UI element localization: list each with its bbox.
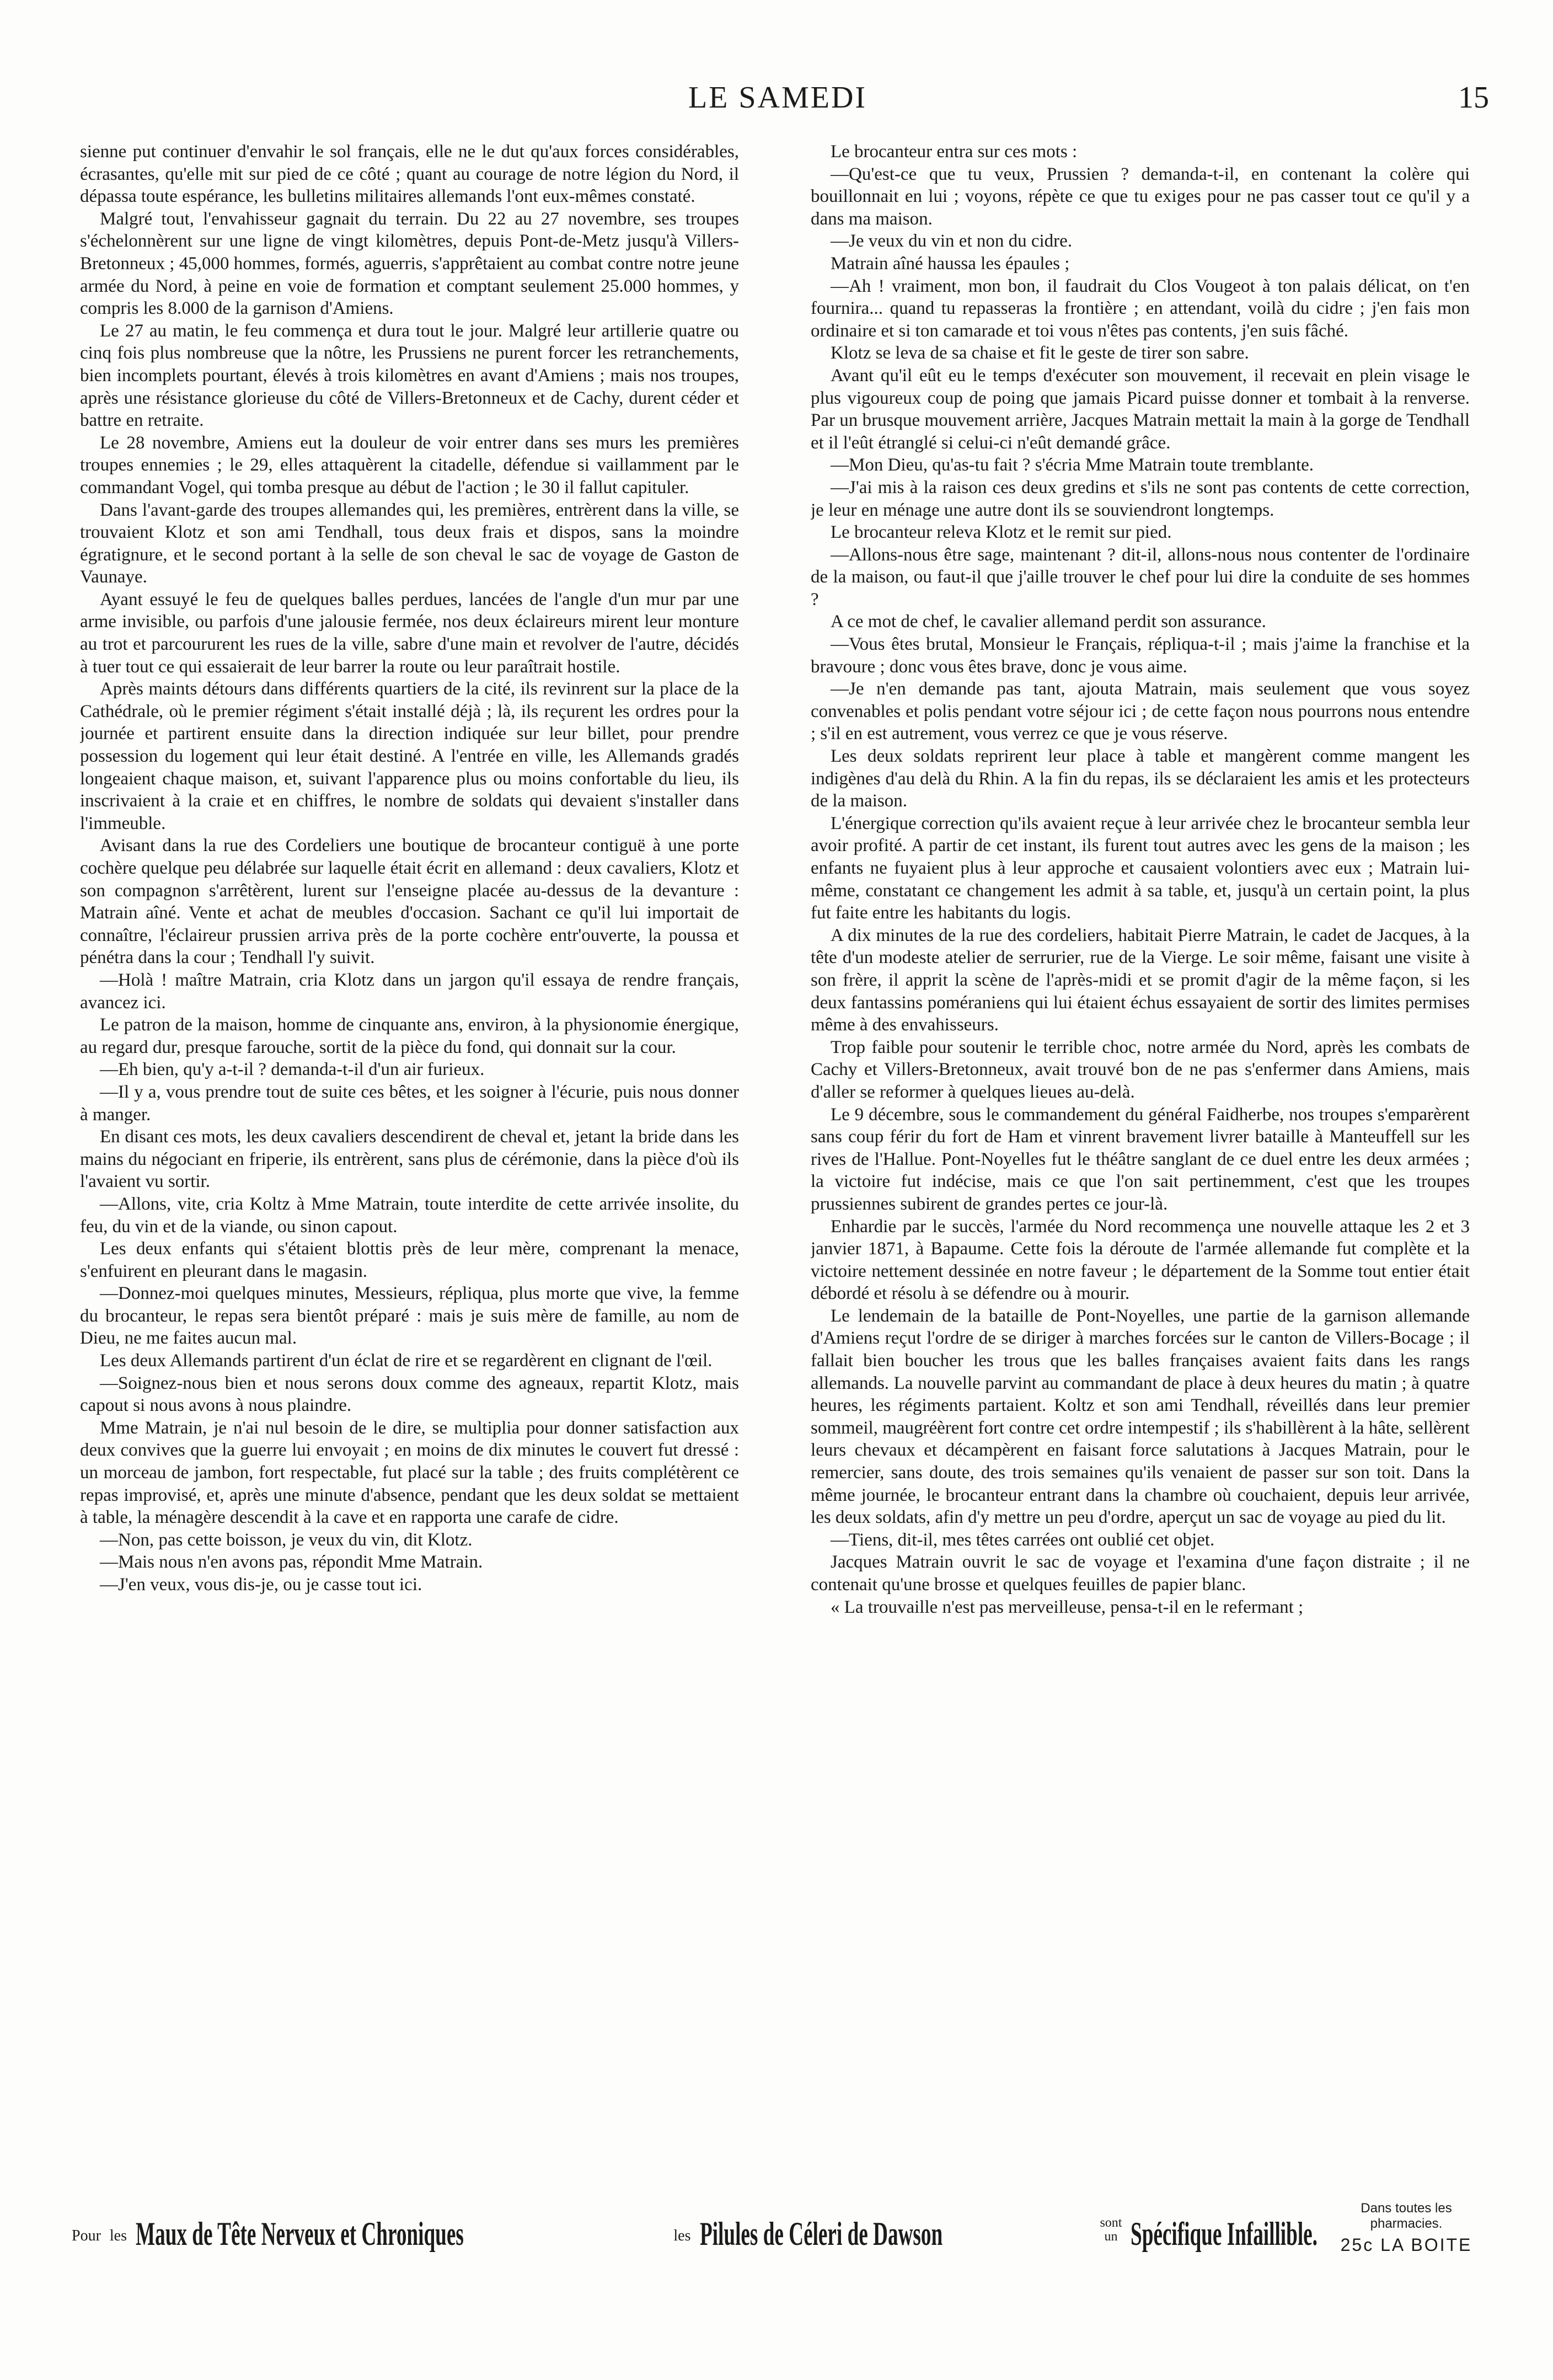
paragraph: « La trouvaille n'est pas merveilleuse, pensa-t-il en le refermant ;: [831, 1597, 1304, 1617]
paragraph: —Allons, vite, cria Koltz à Mme Matrain, toute interdite de cette arrivée insolite, du feu, du vin et de la viande, ou sinon capout.: [80, 1194, 739, 1237]
paragraph: Après maints détours dans différents quartiers de la cité, ils revinrent sur la place de la Cathédrale, où le premier régiment s'était installé déjà ; là, ils reçurent les ordres pour la journée et partirent ensuite dans la direction indiquée sur leur billet, pour prendre possession du logement qui leur était destiné. A l'entrée en ville, les Allemands gradés longeaient chaque maison, et, suivant l'apparence plus ou moins confortable du lieu, ils inscrivaient à la craie et en chiffres, le nombre de soldats qui devaient s'installer dans l'immeuble.: [80, 679, 739, 833]
paragraph: A dix minutes de la rue des cordeliers, habitait Pierre Matrain, le cadet de Jacques, à la tête d'un modeste atelier de serrurier, rue de la Vierge. Le soir même, faisant une visite à son frère, il apprit la scène de l'après-midi et se promit d'agir de la même façon, si les deux fantassins poméraniens qui lui étaient échus essayaient de sortir des limites permises même à des envahisseurs.: [811, 925, 1470, 1035]
running-title: LE SAMEDI: [688, 81, 867, 115]
ad-word-les-2: les: [673, 2227, 691, 2244]
ad-price-box: [1329, 2184, 1484, 2255]
left-column: [80, 141, 739, 2181]
advertisement-text: [72, 2184, 1329, 2250]
paragraph: Mme Matrain, je n'ai nul besoin de le dire, se multiplia pour donner satisfaction aux deux convives que la guerre lui envoyait ; en moins de dix minutes le couvert fut dressé : un morceau de jambon, fort respectable, fut placé sur la table ; des fruits complétèrent ce repas improvisé, et, après une minute d'absence, pendant que les deux soldat se mettaient à table, la ménagère descendit à la cave et en rapporta une carafe de cidre.: [80, 1418, 739, 1528]
paragraph: Le 27 au matin, le feu commença et dura tout le jour. Malgré leur artillerie quatre ou cinq fois plus nombreuse que la nôtre, les Prussiens ne purent forcer les retranchements, bien incomplets pourtant, élevés à trois kilomètres en avant d'Amiens ; mais nos troupes, après une résistance glorieuse du côté de Villers-Bretonneux et de Cachy, durent céder et battre en retraite.: [80, 320, 739, 431]
ad-pharmacies: Dans toutes les pharmacies.: [1361, 2201, 1452, 2231]
ad-word-sont-un: [1100, 2216, 1122, 2250]
paragraph: Les deux Allemands partirent d'un éclat de rire et se regardèrent en clignant de l'œil.: [100, 1351, 713, 1371]
ad-phrase-product: Pilules de Céleri de Dawson: [699, 2216, 942, 2252]
paragraph: A ce mot de chef, le cavalier allemand perdit son assurance.: [831, 612, 1266, 632]
paragraph: —Mais nous n'en avons pas, répondit Mme Matrain.: [100, 1552, 483, 1573]
paragraph: —Vous êtes brutal, Monsieur le Français, répliqua-t-il ; mais j'aime la franchise et la bravoure ; donc vous êtes brave, donc je vous aime.: [811, 634, 1470, 677]
paragraph: Enhardie par le succès, l'armée du Nord recommença une nouvelle attaque les 2 et 3 janvier 1871, à Bapaume. Cette fois la déroute de l'armée allemande fut complète et la victoire nettement dessinée en notre faveur ; le département de la Somme tout entier était débordé et résolu à se défendre ou à mourir.: [811, 1216, 1470, 1304]
paragraph: Le brocanteur releva Klotz et le remit sur pied.: [831, 522, 1172, 543]
paragraph: Avant qu'il eût eu le temps d'exécuter son mouvement, il recevait en plein visage le plus vigoureux coup de poing que jamais Picard puisse donner et tombait à la renverse. Par un brusque mouvement arrière, Jacques Matrain mettait la main à la gorge de Tendhall et il l'eût étranglé si celui-ci n'eût demandé grâce.: [811, 365, 1470, 453]
paragraph: Dans l'avant-garde des troupes allemandes qui, les premières, entrèrent dans la ville, se trouvaient Klotz et son ami Tendhall, tous deux frais et dispos, sans la moindre égratignure, et le second portant à la selle de son cheval le sac de voyage de Gaston de Vaunaye.: [80, 500, 739, 587]
paragraph: Ayant essuyé le feu de quelques balles perdues, lancées de l'angle d'un mur par une arme invisible, ou parfois d'une jalousie fermée, nos deux éclaireurs mirent leur monture au trot et parcoururent les rues de la ville, sabre d'une main et revolver de l'autre, décidés à tuer tout ce qui essaierait de leur barrer la route ou leur paraîtrait hostile.: [80, 589, 739, 677]
paragraph: —J'ai mis à la raison ces deux gredins et s'ils ne sont pas contents de cette correction, je leur en ménage une autre dont ils se souviendront longtemps.: [811, 477, 1470, 520]
paragraph: Matrain aîné haussa les épaules ;: [831, 253, 1070, 274]
paragraph: Malgré tout, l'envahisseur gagnait du terrain. Du 22 au 27 novembre, ses troupes s'échelonnèrent sur une ligne de vingt kilomètres, depuis Pont-de-Metz jusqu'à Villers-Bretonneux ; 45,000 hommes, formés, aguerris, s'apprêtaient au combat contre notre jeune armée du Nord, à peine en voie de formation et comptant seulement 25.000 hommes, y compris les 8.000 de la garnison d'Amiens.: [80, 208, 739, 319]
paragraph: —Je n'en demande pas tant, ajouta Matrain, mais seulement que vous soyez convenables et polis pendant votre séjour ici ; de cette façon nous pourrons nous entendre ; s'il en est autrement, vous verrez ce que je vous réserve.: [811, 679, 1470, 744]
paragraph: Klotz se leva de sa chaise et fit le geste de tirer son sabre.: [831, 343, 1249, 363]
paragraph: Le patron de la maison, homme de cinquante ans, environ, à la physionomie énergique, au regard dur, presque farouche, sortit de la pièce du fond, qui donnait sur la cour.: [80, 1015, 739, 1057]
paragraph: —Je veux du vin et non du cidre.: [831, 231, 1073, 252]
paragraph: —Qu'est-ce que tu veux, Prussien ? demanda-t-il, en contenant la colère qui bouillonnait en lui ; voyons, répète ce que tu exiges pour ne pas casser tout ce qu'il y a dans ma maison.: [811, 164, 1470, 229]
paragraph: sienne put continuer d'envahir le sol français, elle ne le dut qu'aux forces considérables, écrasantes, qu'elle mit sur pied de ce côté ; quant au courage de notre légion du Nord, il dépassa toute espérance, les bulletins militaires allemands l'ont eux-mêmes constaté.: [80, 142, 739, 207]
paragraph: —Il y a, vous prendre tout de suite ces bêtes, et les soigner à l'écurie, puis nous donner à manger.: [80, 1082, 739, 1125]
ad-word-un: un: [1104, 2229, 1118, 2244]
paragraph: —J'en veux, vous dis-je, ou je casse tout ici.: [100, 1575, 422, 1595]
paragraph: Les deux enfants qui s'étaient blottis près de leur mère, comprenant la menace, s'enfuirent en pleurant dans le magasin.: [80, 1239, 739, 1281]
ad-word-pour: Pour: [72, 2227, 101, 2244]
paragraph: —Holà ! maître Matrain, cria Klotz dans un jargon qu'il essaya de rendre français, avancez ici.: [80, 970, 739, 1013]
paragraph: —Ah ! vraiment, mon bon, il faudrait du Clos Vougeot à ton palais délicat, on t'en fournira... quand tu repasseras la frontière ; en attendant, voilà du cidre ; j'en fais mon ordinaire et si ton camarade et toi vous n'êtes pas contents, j'en suis fâché.: [811, 276, 1470, 341]
paragraph: —Eh bien, qu'y a-t-il ? demanda-t-il d'un air furieux.: [100, 1060, 485, 1080]
paragraph: L'énergique correction qu'ils avaient reçue à leur arrivée chez le brocanteur sembla leur avoir profité. A partir de cet instant, ils furent tout autres avec les gens de la maison ; les enfants ne fuyaient plus à leur approche et causaient volontiers avec eux ; Matrain lui-même, constatant ce changement les admit à sa table, et, jusqu'à un certain point, la plus fut faite entre les habitants du logis.: [811, 813, 1470, 923]
ad-price: 25c LA BOITE: [1340, 2235, 1472, 2255]
ad-word-sont: sont: [1100, 2215, 1122, 2230]
paragraph: En disant ces mots, les deux cavaliers descendirent de cheval et, jetant la bride dans les mains du négociant en friperie, ils entrèrent, sans plus de cérémonie, dans la pièce d'où ils l'avaient vu sortir.: [80, 1127, 739, 1192]
page-number: 15: [1458, 81, 1489, 115]
paragraph: Le 28 novembre, Amiens eut la douleur de voir entrer dans ses murs les premières troupes ennemies ; le 29, elles attaquèrent la citadelle, défendue si vaillamment par le commandant Vogel, qui tomba presque au début de l'action ; le 30 il fallut capituler.: [80, 432, 739, 498]
paragraph: —Non, pas cette boisson, je veux du vin, dit Klotz.: [100, 1529, 473, 1550]
paragraph: —Donnez-moi quelques minutes, Messieurs, répliqua, plus morte que vive, la femme du brocanteur, le repas sera bientôt préparé : mais je suis mère de famille, au nom de Dieu, ne me faites aucun mal.: [80, 1283, 739, 1349]
paragraph: Avisant dans la rue des Cordeliers une boutique de brocanteur contiguë à une porte cochère quelque peu délabrée sur laquelle était écrit en allemand : deux cavaliers, Klotz et son compagnon s'arrêtèrent, lurent sur l'enseigne placée au-dessus de la devanture : Matrain aîné. Vente et achat de meubles d'occasion. Sachant ce qu'il lui importait de connaître, l'éclaireur prussien arriva près de la porte cochère entr'ouverte, la poussa et pénétra dans la cour ; Tendhall l'y suivit.: [80, 836, 739, 968]
right-column: [811, 141, 1470, 2181]
paragraph: Trop faible pour soutenir le terrible choc, notre armée du Nord, après les combats de Cachy et Villers-Bretonneux, avait trouvé bon de ne pas s'enfermer dans Amiens, mais d'aller se reformer à quelques lieues au-delà.: [811, 1037, 1470, 1102]
advertisement: [72, 2184, 1484, 2255]
page-header: [66, 80, 1489, 130]
paragraph: —Tiens, dit-il, mes têtes carrées ont oublié cet objet.: [831, 1529, 1215, 1550]
paragraph: Le lendemain de la bataille de Pont-Noyelles, une partie de la garnison allemande d'Amiens reçut l'ordre de se diriger à marches forcées sur le canton de Villers-Bocage ; il fallait bien boucher les trous que les balles françaises avaient faits dans les rangs allemands. La nouvelle parvint au commandant de place à deux heures du matin ; à quatre heures, les régiments partaient. Koltz et son ami Tendhall, réveillés dans leur premier sommeil, maugréèrent fort contre cet ordre intempestif ; ils s'habillèrent à la hâte, sellèrent leurs chevaux et décampèrent en faisant force salutations à Jacques Matrain, pour le remercier, sans doute, des trois semaines qu'ils venaient de passer sur son toit. Dans la même journée, le brocanteur entrant dans la chambre où couchaient, depuis leur arrivée, les deux soldats, afin d'y mettre un peu d'ordre, aperçut un sac de voyage au pied du lit.: [811, 1306, 1470, 1528]
paragraph: Le 9 décembre, sous le commandement du général Faidherbe, nos troupes s'emparèrent sans coup férir du fort de Ham et vinrent bravement livrer bataille à Manteuffell sur les rives de l'Hallue. Pont-Noyelles fut le théâtre sanglant de ce duel entre les deux armées ; la victoire fut indécise, mais ce que l'on sait pertinemment, c'est que les troupes prussiennes subirent de grandes pertes ce jour-là.: [811, 1104, 1470, 1214]
paragraph: —Soignez-nous bien et nous serons doux comme des agneaux, repartit Klotz, mais capout si nous avons à nous plaindre.: [80, 1373, 739, 1416]
paragraph: Le brocanteur entra sur ces mots :: [831, 142, 1078, 162]
paragraph: Les deux soldats reprirent leur place à table et mangèrent comme mangent les indigènes d'au delà du Rhin. A la fin du repas, ils se déclaraient les amis et les protecteurs de la maison.: [811, 746, 1470, 811]
ad-word-les: les: [109, 2227, 127, 2244]
article-body: [80, 141, 1470, 2181]
ad-phrase-ailment: Maux de Tête Nerveux et Chroniques: [136, 2216, 464, 2252]
paragraph: —Allons-nous être sage, maintenant ? dit-il, allons-nous nous contenter de l'ordinaire de la maison, ou faut-il que j'aille trouver le chef pour lui dire la conduite de ses hommes ?: [811, 544, 1470, 609]
paragraph: Jacques Matrain ouvrit le sac de voyage et l'examina d'une façon distraite ; il ne contenait qu'une brosse et quelques feuilles de papier blanc.: [811, 1552, 1470, 1595]
paragraph: —Mon Dieu, qu'as-tu fait ? s'écria Mme Matrain toute tremblante.: [831, 455, 1314, 475]
ad-phrase-claim: Spécifique Infaillible.: [1131, 2216, 1318, 2252]
